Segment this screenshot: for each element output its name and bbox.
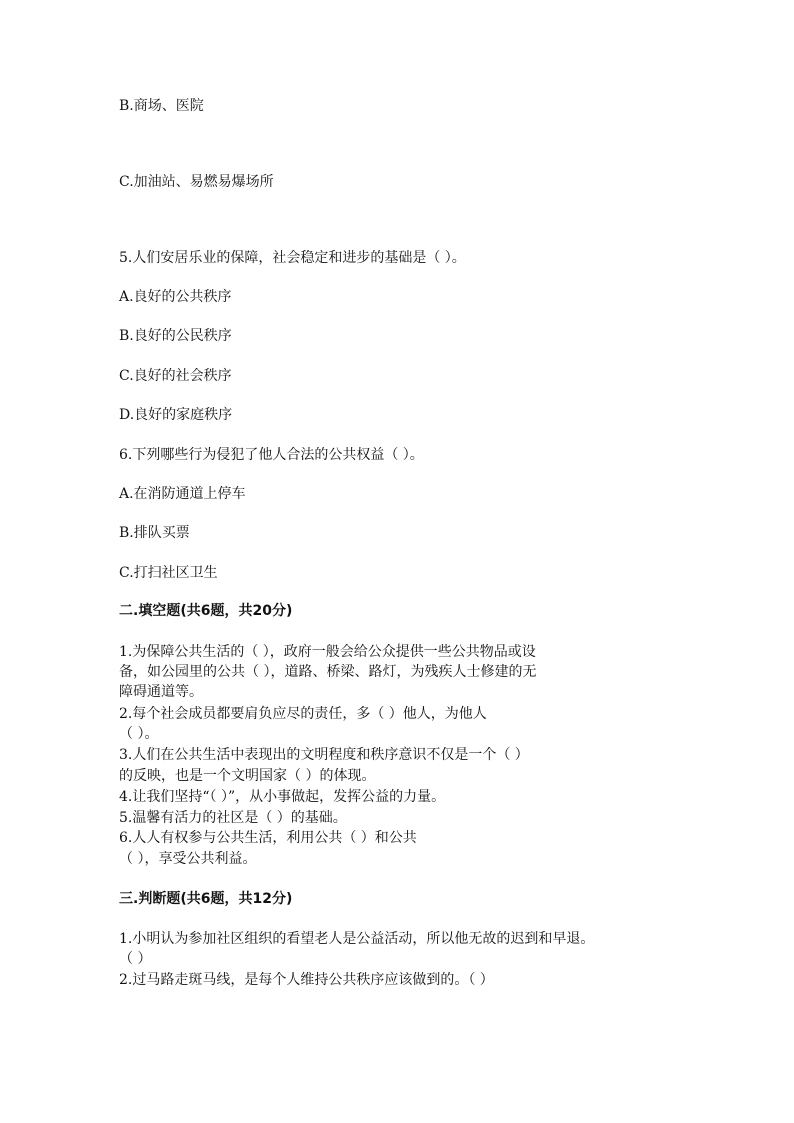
fill-line-11: （ ），享受公共利益。 bbox=[119, 851, 257, 867]
question-5-option-c: C.良好的社会秩序 bbox=[119, 368, 232, 384]
fill-in-section-heading: 二.填空题(共6题，共20分) bbox=[119, 603, 293, 619]
judge-line-3: 2.过马路走斑马线，是每个人维持公共秩序应该做到的。（ ） bbox=[119, 972, 494, 988]
question-5-stem: 5.人们安居乐业的保障，社会稳定和进步的基础是（ ）。 bbox=[119, 250, 466, 266]
question-6-option-c: C.打扫社区卫生 bbox=[119, 565, 218, 581]
fill-line-6: 3.人们在公共生活中表现出的文明程度和秩序意识不仅是一个（ ） bbox=[119, 747, 529, 763]
fill-line-4: 2.每个社会成员都要肩负应尽的责任，多（ ）他人，为他人 bbox=[119, 706, 487, 722]
judge-line-1: 1.小明认为参加社区组织的看望老人是公益活动，所以他无故的迟到和早退。 bbox=[119, 931, 595, 947]
fill-line-9: 5.温馨有活力的社区是（ ）的基础。 bbox=[119, 810, 347, 826]
fill-line-7: 的反映，也是一个文明国家（ ）的体现。 bbox=[119, 768, 376, 784]
question-5-option-d: D.良好的家庭秩序 bbox=[119, 407, 233, 423]
question-6-option-a: A.在消防通道上停车 bbox=[119, 486, 246, 502]
fill-line-10: 6.人人有权参与公共生活，利用公共（ ）和公共 bbox=[119, 830, 417, 846]
question-5-option-b: B.良好的公民秩序 bbox=[119, 328, 232, 344]
fill-line-8: 4.让我们坚持“（ ）”，从小事做起，发挥公益的力量。 bbox=[119, 789, 446, 805]
fill-line-3: 障碍通道等。 bbox=[119, 684, 203, 700]
fill-line-5: （ ）。 bbox=[119, 726, 159, 742]
question-5-option-a: A.良好的公共秩序 bbox=[119, 289, 232, 305]
judge-section-heading: 三.判断题(共6题，共12分) bbox=[119, 891, 293, 907]
fill-line-2: 备，如公园里的公共（ ），道路、桥梁、路灯，为残疾人士修建的无 bbox=[119, 664, 537, 680]
judge-line-2: （ ） bbox=[119, 951, 152, 967]
option-b-malls-hospitals: B.商场、医院 bbox=[119, 98, 204, 114]
question-6-option-b: B.排队买票 bbox=[119, 525, 190, 541]
question-6-stem: 6.下列哪些行为侵犯了他人合法的公共权益（ ）。 bbox=[119, 447, 424, 463]
fill-line-1: 1.为保障公共生活的（ ），政府一般会给公众提供一些公共物品或设 bbox=[119, 644, 536, 660]
option-c-gas-stations: C.加油站、易燃易爆场所 bbox=[119, 174, 274, 190]
